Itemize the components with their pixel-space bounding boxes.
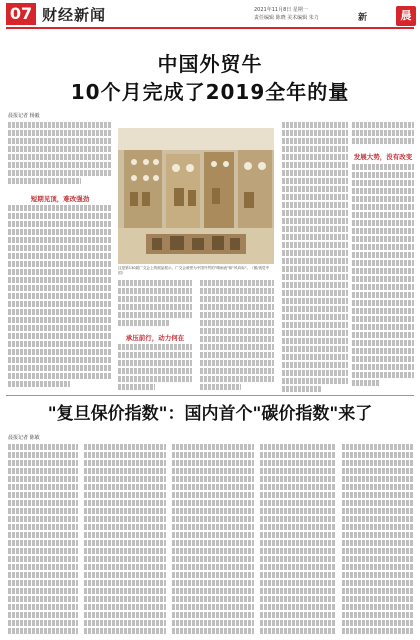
body-text-column bbox=[8, 122, 112, 192]
second-headline: "复旦保价指数"：国内首个"碳价指数"来了 bbox=[47, 404, 373, 424]
logo-text: 新 bbox=[358, 13, 368, 23]
editor-line: 责任编辑 陈晓 美术编辑 朱力 bbox=[254, 15, 319, 21]
byline: 晨报记者 杨毅 bbox=[8, 113, 40, 119]
masthead bbox=[6, 3, 416, 27]
headline-line-1: 中国外贸牛 bbox=[157, 52, 263, 76]
body-text-column bbox=[8, 444, 78, 636]
body-text-column bbox=[282, 122, 348, 392]
subhead: 发展大势，没有改变 bbox=[353, 153, 413, 161]
issue-date: 2021年11月8日 星期一 bbox=[254, 7, 308, 13]
photo-illustration bbox=[118, 128, 274, 264]
subhead: 短期见顶，难改强劲 bbox=[30, 195, 90, 203]
body-text-column bbox=[260, 444, 336, 636]
body-text-column bbox=[342, 444, 414, 636]
body-text-column bbox=[84, 444, 166, 636]
body-text-column bbox=[118, 344, 192, 392]
headline-line-2: 10个月完成了2019全年的量 bbox=[70, 80, 350, 104]
logo-mark: 晨 bbox=[396, 6, 416, 26]
body-text-column bbox=[352, 122, 414, 148]
section-divider bbox=[6, 395, 414, 396]
body-text-column bbox=[172, 444, 254, 636]
byline: 晨报记者 陈敏 bbox=[8, 435, 40, 441]
body-text-column bbox=[118, 280, 192, 330]
main-headline bbox=[0, 50, 420, 106]
body-text-column bbox=[352, 164, 414, 392]
masthead-rule bbox=[6, 27, 414, 29]
body-text-column bbox=[200, 280, 274, 392]
subhead: 承压前行，动力何在 bbox=[125, 334, 185, 342]
trade-fair-photo bbox=[118, 128, 274, 264]
body-text-column bbox=[8, 205, 112, 389]
newspaper-logo bbox=[358, 6, 416, 24]
section-title: 财经新闻 bbox=[42, 6, 107, 24]
photo-caption: 这是第130届广交会上的展品展示，广交会被誉为中国外贸的"晴雨表"和"风向标"。（图/视觉中国） bbox=[118, 266, 270, 275]
page-number: 07 bbox=[6, 3, 36, 25]
